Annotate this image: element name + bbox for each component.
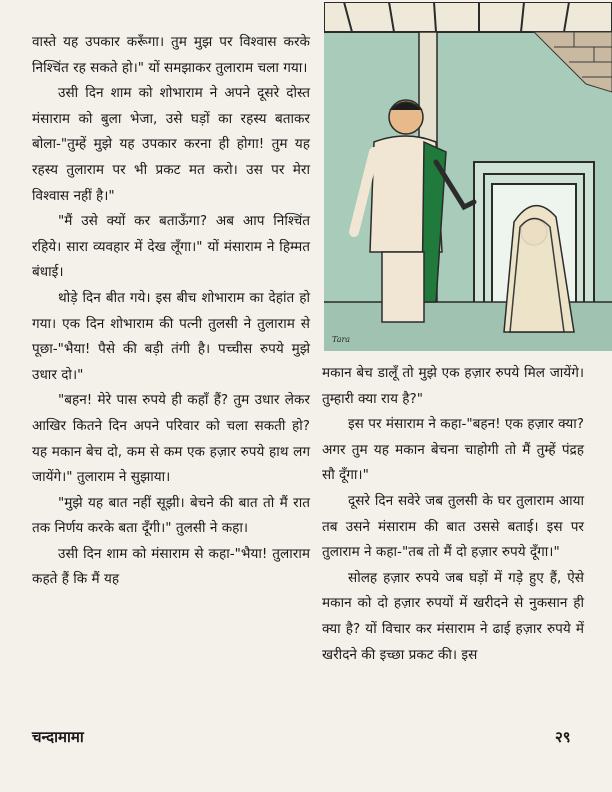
- paragraph: मकान बेच डालूँ तो मुझे एक हज़ार रुपये मिल जायेंगे। तुम्हारी क्या राय है?": [322, 365, 584, 407]
- paragraph: "बहन! मेरे पास रुपये ही कहाँ हैं? तुम उधार लेकर आखिर कितने दिन अपने परिवार को चला सकती हो? यह मकान बेच दो, कम से कम एक हज़ार रुपये हाथ लग जायेंगे।" तुलाराम ने सुझाया।: [32, 392, 310, 486]
- story-illustration: [324, 2, 612, 351]
- paragraph: इस पर मंसाराम ने कहा-"बहन! एक हज़ार क्या? अगर तुम यह मकान बेचना चाहोगी तो मैं तुम्हें पंद्रह सौ दूँगा।": [322, 416, 584, 484]
- paragraph: "मैं उसे क्यों कर बताऊँगा? अब आप निश्चिंत रहिये। सारा व्यवहार में देख लूँगा।" यों मंसाराम ने हिम्मत बंधाई।: [32, 213, 310, 281]
- right-text-column: [322, 361, 584, 668]
- paragraph: थोड़े दिन बीत गये। इस बीच शोभाराम का देहांत हो गया। एक दिन शोभाराम की पत्नी तुलसी ने तुलाराम से पूछा-"भैया! पैसे की बड़ी तंगी है। पच्चीस रुपये मुझे उधार दो।": [32, 289, 310, 383]
- paragraph: वास्ते यह उपकार करूँगा। तुम मुझ पर विश्वास करके निश्चिंत रह सकते हो।" यों समझाकर तुलाराम चला गया।: [32, 34, 310, 76]
- paragraph: "मुझे यह बात नहीं सूझी। बेचने की बात तो मैं रात तक निर्णय करके बता दूँगी।" तुलसी ने कहा।: [32, 494, 310, 537]
- page-number: २९: [555, 728, 571, 746]
- magazine-title: चन्दामामा: [32, 728, 84, 746]
- left-text-column: [32, 30, 310, 593]
- artist-signature: Tara: [332, 335, 351, 344]
- paragraph: उसी दिन शाम को शोभाराम ने अपने दूसरे दोस्त मंसाराम को बुला भेजा, उसे घड़ों का रहस्य बताकर बोला-"तुम्हें मुझे यह उपकार करना ही होगा! तुम यह रहस्य तुलाराम पर भी प्रकट मत करो। उस पर मेरा विश्वास नहीं है।": [32, 85, 310, 204]
- paragraph: उसी दिन शाम को मंसाराम से कहा-"भैया! तुलाराम कहते हैं कि मैं यह: [32, 545, 310, 588]
- ceiling-beams: [324, 2, 612, 32]
- paragraph: दूसरे दिन सवेरे जब तुलसी के घर तुलाराम आया तब उसने मंसाराम की बात उससे बताई। इस पर तुलाराम ने कहा-"तब तो मैं दो हज़ार रुपये दूँगा।": [322, 492, 584, 561]
- paragraph: सोलह हज़ार रुपये जब घड़ों में गड़े हुए हैं, ऐसे मकान को दो हज़ार रुपयों में खरीदने से नुकसान ही क्या है? यों विचार कर मंसाराम ने ढाई हज़ार रुपये में खरीदने की इच्छा प्रकट की। इस: [322, 569, 584, 663]
